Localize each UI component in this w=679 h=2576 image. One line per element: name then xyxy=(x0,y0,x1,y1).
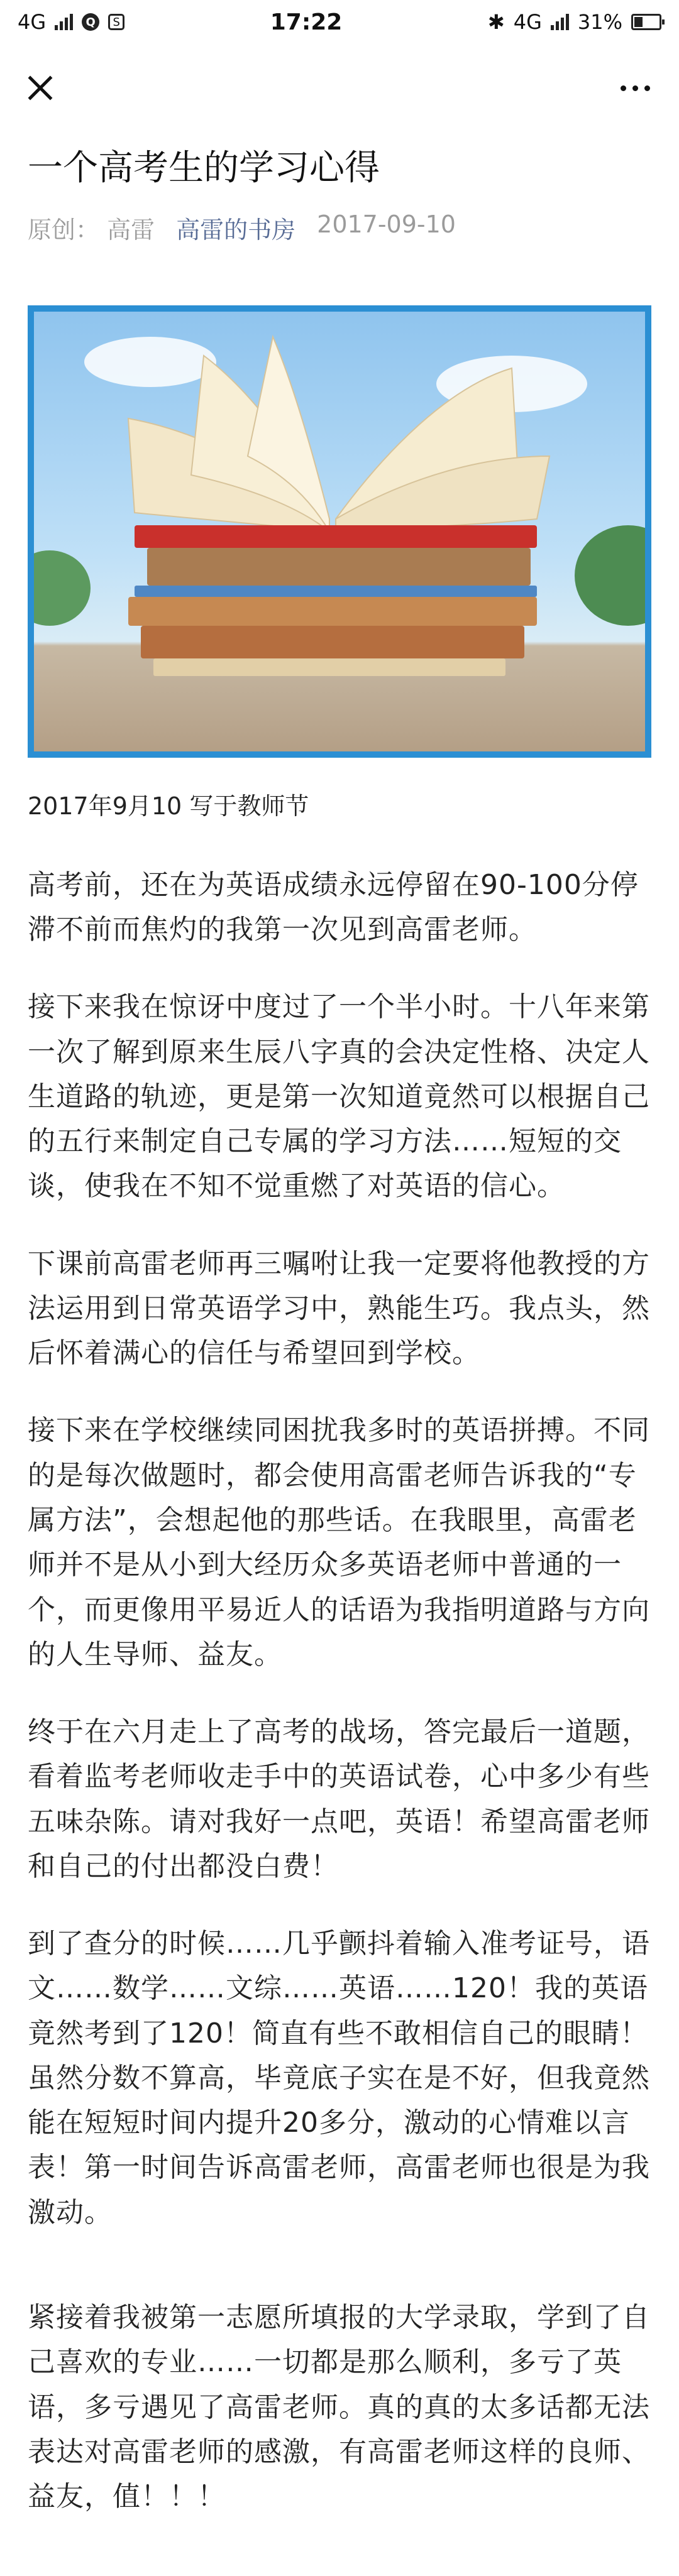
status-time: 17:22 xyxy=(270,9,343,35)
signal-right-icon xyxy=(551,14,569,30)
network-right-label: 4G xyxy=(513,10,542,34)
meta-author: 高雷 xyxy=(107,216,155,244)
q-app-icon: Q xyxy=(82,13,99,31)
article-paragraph: 到了查分的时候……几乎颤抖着输入准考证号，语文……数学……文综……英语……120！我的英语竟然考到了120！简直有些不敢相信自己的眼睛！虽然分数不算高，毕竟底子实在是不好，但我竟然能在短短时间内提升20多分，激动的心情难以言表！第一时间告诉高雷老师，高雷老师也很是为我激动。 xyxy=(28,1928,650,2229)
article xyxy=(0,146,679,2519)
image-caption: 2017年9月10 写于教师节 xyxy=(28,792,309,820)
meta-date: 2017-09-10 xyxy=(317,210,456,238)
article-meta xyxy=(28,210,651,245)
article-paragraph: 高考前，还在为英语成绩永远停留在90-100分停滞不前而焦灼的我第一次见到高雷老师。 xyxy=(28,868,639,946)
more-icon[interactable] xyxy=(614,79,656,97)
article-paragraph: 接下来我在惊讶中度过了一个半小时。十八年来第一次了解到原来生辰八字真的会决定性格、决定人生道路的轨迹，更是第一次知道竟然可以根据自己的五行来制定自己专属的学习方法……短短的交谈，使我在不知不觉重燃了对英语的信心。 xyxy=(28,991,650,1203)
s-app-icon: S xyxy=(108,14,124,30)
article-paragraph: 接下来在学校继续同困扰我多时的英语拼搏。不同的是每次做题时，都会使用高雷老师告诉我的“专属方法”，会想起他的那些话。在我眼里，高雷老师并不是从小到大经历众多英语老师中普通的一个，而更像用平易近人的话语为我指明道路与方向的人生导师、益友。 xyxy=(28,1414,650,1671)
status-left xyxy=(18,10,124,34)
article-title: 一个高考生的学习心得 xyxy=(28,148,380,188)
meta-account-link[interactable]: 高雷的书房 xyxy=(176,216,296,244)
hero-image[interactable] xyxy=(28,305,651,758)
battery-icon xyxy=(631,14,661,30)
status-bar xyxy=(0,0,679,44)
article-paragraph: 终于在六月走上了高考的战场，答完最后一道题，看着监考老师收走手中的英语试卷，心中多少有些五味杂陈。请对我好一点吧，英语！希望高雷老师和自己的付出都没白费！ xyxy=(28,1716,650,1882)
network-label: 4G xyxy=(18,10,47,34)
meta-original-label: 原创： xyxy=(28,216,100,244)
battery-percent: 31% xyxy=(577,10,622,34)
nav-bar xyxy=(0,44,679,132)
open-book-illustration xyxy=(34,312,645,751)
status-right xyxy=(488,10,661,34)
signal-icon xyxy=(55,14,73,30)
article-paragraph: 下课前高雷老师再三嘱咐让我一定要将他教授的方法运用到日常英语学习中，熟能生巧。我点头，然后怀着满心的信任与希望回到学校。 xyxy=(28,1247,650,1370)
bluetooth-icon: ✱ xyxy=(487,10,505,34)
article-paragraph: 紧接着我被第一志愿所填报的大学录取，学到了自己喜欢的专业……一切都是那么顺利，多亏了英语，多亏遇见了高雷老师。真的真的太多话都无法表达对高雷老师的感激，有高雷老师这样的良师、益友，值！！！ xyxy=(28,2301,650,2513)
meta-author-wrap xyxy=(28,210,155,245)
close-icon[interactable] xyxy=(23,70,58,106)
